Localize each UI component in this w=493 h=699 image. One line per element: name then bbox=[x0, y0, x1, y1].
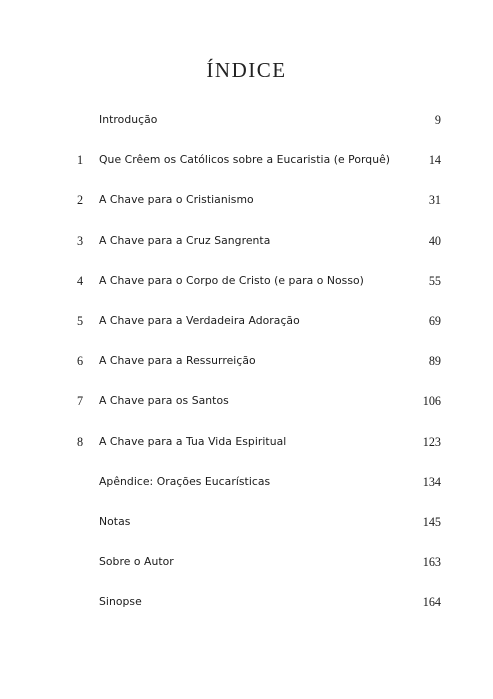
entry-page-number: 134 bbox=[422, 474, 441, 489]
toc-entry-chapter-1 bbox=[0, 150, 493, 190]
entry-title: Que Crêem os Católicos sobre a Eucaristia (e Porquê) bbox=[99, 153, 391, 167]
toc-entry-appendix bbox=[0, 472, 493, 512]
entry-number: 7 bbox=[76, 394, 84, 409]
entry-title: Sinopse bbox=[99, 595, 142, 609]
toc-entry-notes bbox=[0, 512, 493, 552]
toc-entry-introduction bbox=[0, 110, 493, 150]
entry-number: 8 bbox=[76, 434, 84, 449]
entry-page-number: 145 bbox=[422, 514, 441, 529]
toc-entry-chapter-4 bbox=[0, 271, 493, 311]
entry-title: A Chave para a Ressurreição bbox=[99, 354, 256, 368]
page-title: ÍNDICE bbox=[206, 58, 287, 83]
entry-number: 4 bbox=[76, 273, 84, 288]
entry-number: 2 bbox=[76, 193, 84, 208]
toc-entry-about-author bbox=[0, 552, 493, 592]
entry-page-number: 106 bbox=[422, 394, 441, 409]
table-of-contents bbox=[0, 110, 493, 632]
entry-page-number: 55 bbox=[428, 273, 441, 288]
toc-entry-chapter-8 bbox=[0, 432, 493, 472]
entry-page-number: 164 bbox=[422, 595, 441, 610]
toc-entry-chapter-6 bbox=[0, 351, 493, 391]
entry-page-number: 69 bbox=[428, 313, 441, 328]
toc-entry-chapter-5 bbox=[0, 311, 493, 351]
entry-number: 1 bbox=[76, 153, 84, 168]
entry-number: 5 bbox=[76, 313, 84, 328]
entry-title: Introdução bbox=[99, 113, 158, 126]
entry-title: Notas bbox=[99, 514, 131, 528]
entry-title: Sobre o Autor bbox=[99, 555, 174, 569]
entry-title: A Chave para o Corpo de Cristo (e para o Nosso) bbox=[99, 273, 364, 287]
entry-title: A Chave para a Cruz Sangrenta bbox=[99, 233, 271, 247]
entry-title: A Chave para a Tua Vida Espiritual bbox=[99, 434, 287, 448]
toc-entry-chapter-7 bbox=[0, 391, 493, 431]
entry-number: 6 bbox=[76, 354, 84, 369]
entry-title: Apêndice: Orações Eucarísticas bbox=[99, 474, 271, 488]
entry-title: A Chave para o Cristianismo bbox=[99, 193, 254, 207]
entry-page-number: 14 bbox=[428, 153, 441, 168]
entry-number: 3 bbox=[76, 233, 84, 248]
entry-title: A Chave para os Santos bbox=[99, 394, 229, 408]
toc-entry-synopsis bbox=[0, 592, 493, 632]
entry-title: A Chave para a Verdadeira Adoração bbox=[99, 313, 300, 327]
toc-entry-chapter-3 bbox=[0, 231, 493, 271]
entry-page-number: 9 bbox=[434, 113, 441, 127]
entry-page-number: 163 bbox=[422, 555, 441, 570]
entry-page-number: 123 bbox=[422, 434, 441, 449]
toc-entry-chapter-2 bbox=[0, 190, 493, 230]
entry-page-number: 40 bbox=[428, 233, 441, 248]
entry-page-number: 31 bbox=[428, 193, 441, 208]
entry-page-number: 89 bbox=[428, 354, 441, 369]
